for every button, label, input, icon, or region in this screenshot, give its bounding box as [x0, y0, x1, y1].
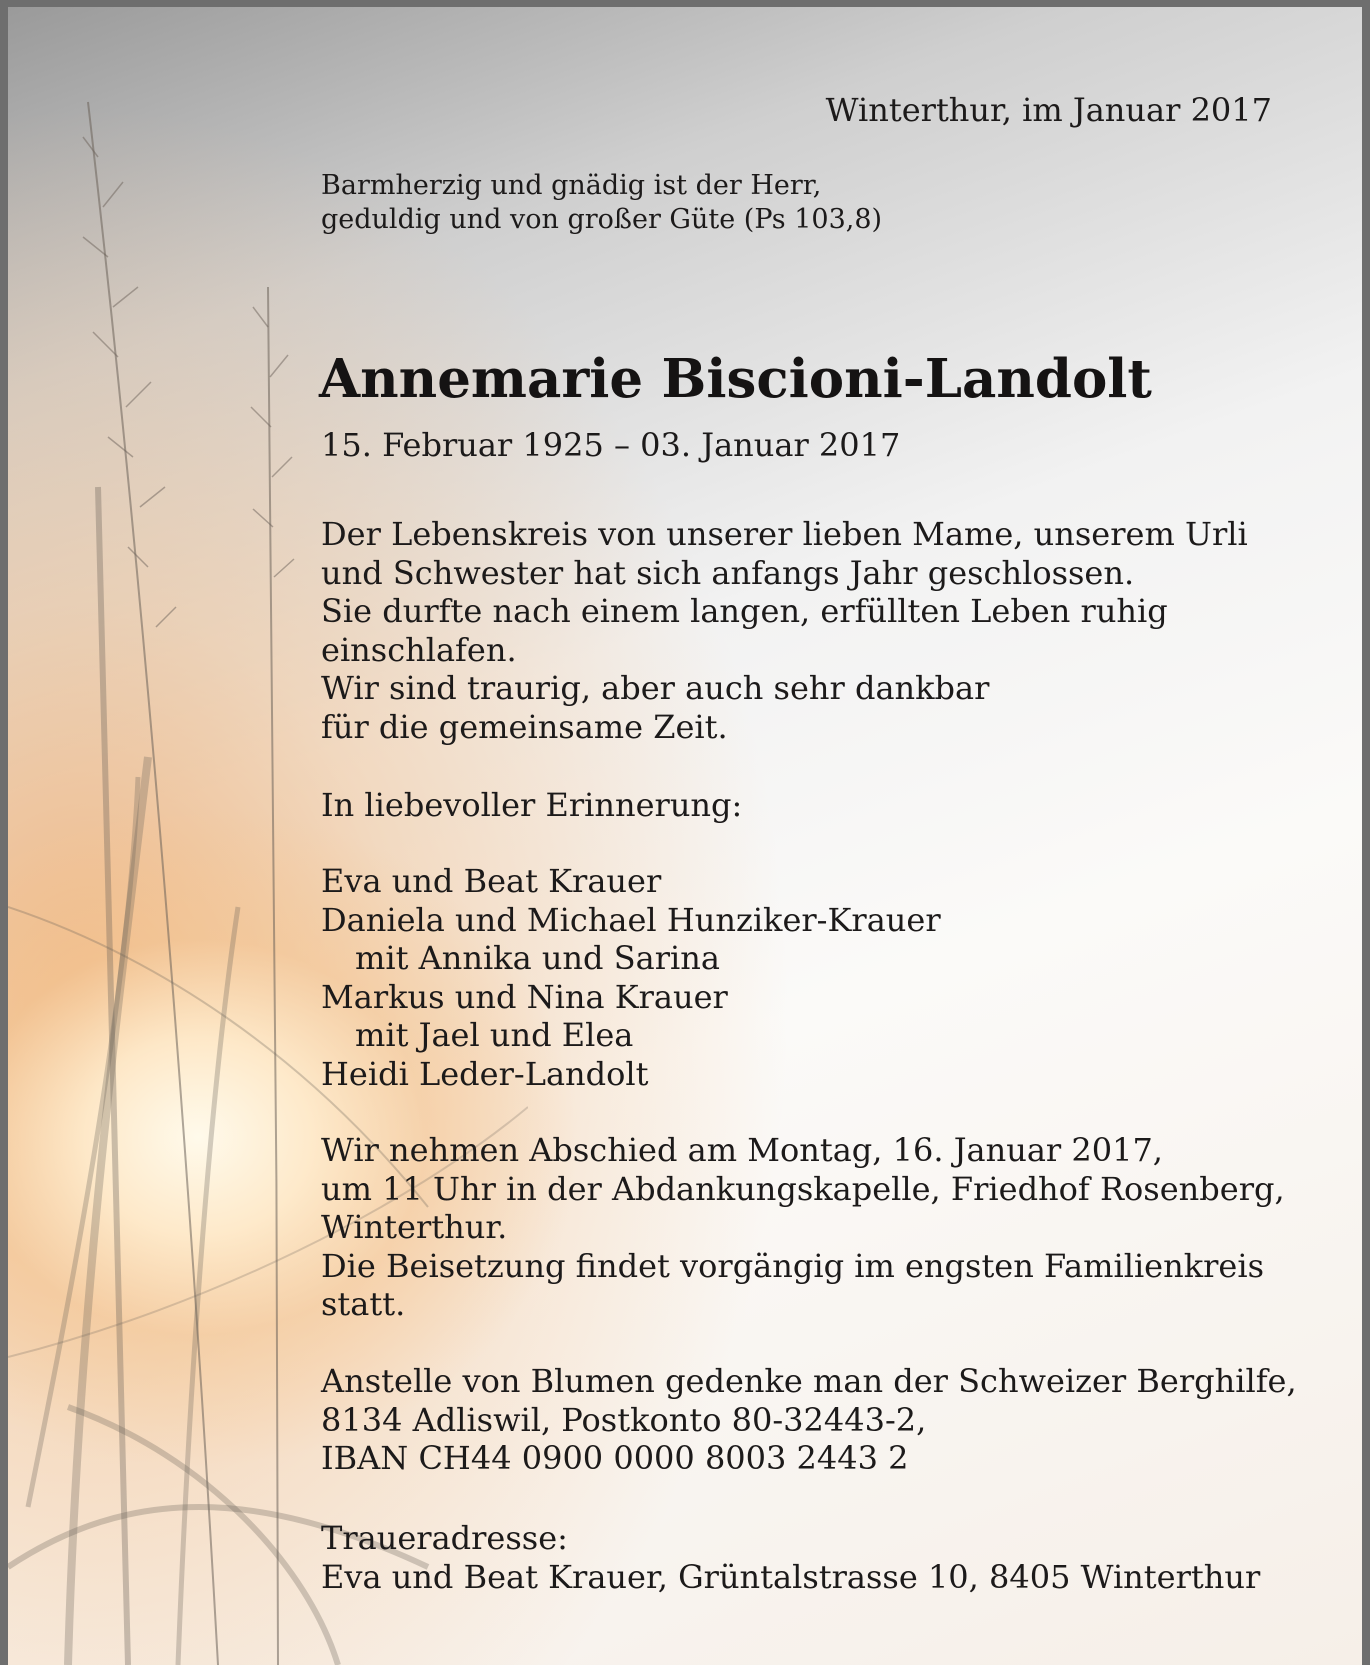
- address: Eva und Beat Krauer, Grüntalstrasse 10, 8405 Winterthur: [321, 1557, 1261, 1596]
- obituary-card: [8, 7, 1362, 1665]
- farewell-line: Wir nehmen Abschied am Montag, 16. Januar 2017,: [321, 1131, 1163, 1169]
- mourner: mit Jael und Elea: [355, 1016, 634, 1054]
- mourner: Eva und Beat Krauer: [321, 862, 662, 900]
- donation-line: Anstelle von Blumen gedenke man der Schweizer Berghilfe,: [321, 1362, 1297, 1400]
- deceased-name: Annemarie Biscioni-Landolt: [319, 348, 1152, 410]
- verse-line: Barmherzig und gnädig ist der Herr,: [321, 170, 822, 201]
- mourner: Heidi Leder-Landolt: [321, 1054, 649, 1093]
- address-block: [321, 1519, 1260, 1596]
- farewell-line: statt.: [321, 1285, 406, 1323]
- farewell-paragraph: [321, 1131, 1285, 1324]
- bible-verse: [321, 169, 882, 237]
- message-line: Der Lebenskreis von unserer lieben Mame, unserem Urli: [321, 515, 1248, 553]
- message-paragraph: [321, 515, 1248, 746]
- donation-line: 8134 Adliswil, Postkonto 80-32443-2,: [321, 1400, 927, 1439]
- farewell-line: Die Beisetzung findet vorgängig im engsten Familienkreis: [321, 1246, 1264, 1285]
- mourner: Markus und Nina Krauer: [321, 977, 728, 1016]
- farewell-line: Winterthur.: [321, 1208, 508, 1246]
- place-date: Winterthur, im Januar 2017: [825, 91, 1272, 129]
- message-line: einschlafen.: [321, 630, 517, 669]
- mourner: Daniela und Michael Hunziker-Krauer: [321, 900, 941, 939]
- address-label: Traueradresse:: [321, 1519, 568, 1557]
- life-dates: 15. Februar 1925 – 03. Januar 2017: [321, 426, 901, 464]
- verse-line: geduldig und von großer Güte (Ps 103,8): [321, 204, 883, 235]
- donation-line: IBAN CH44 0900 0000 8003 2443 2: [321, 1439, 909, 1477]
- donation-paragraph: [321, 1362, 1297, 1478]
- message-line: und Schwester hat sich anfangs Jahr geschlossen.: [321, 553, 1135, 592]
- message-line: Wir sind traurig, aber auch sehr dankbar: [321, 669, 990, 707]
- message-line: Sie durfte nach einem langen, erfüllten Leben ruhig: [321, 592, 1168, 630]
- mourners-list: [321, 862, 941, 1093]
- farewell-line: um 11 Uhr in der Abdankungskapelle, Friedhof Rosenberg,: [321, 1169, 1285, 1208]
- mourner: mit Annika und Sarina: [355, 939, 720, 977]
- message-line: für die gemeinsame Zeit.: [321, 707, 728, 746]
- remembrance-heading: In liebevoller Erinnerung:: [321, 786, 743, 824]
